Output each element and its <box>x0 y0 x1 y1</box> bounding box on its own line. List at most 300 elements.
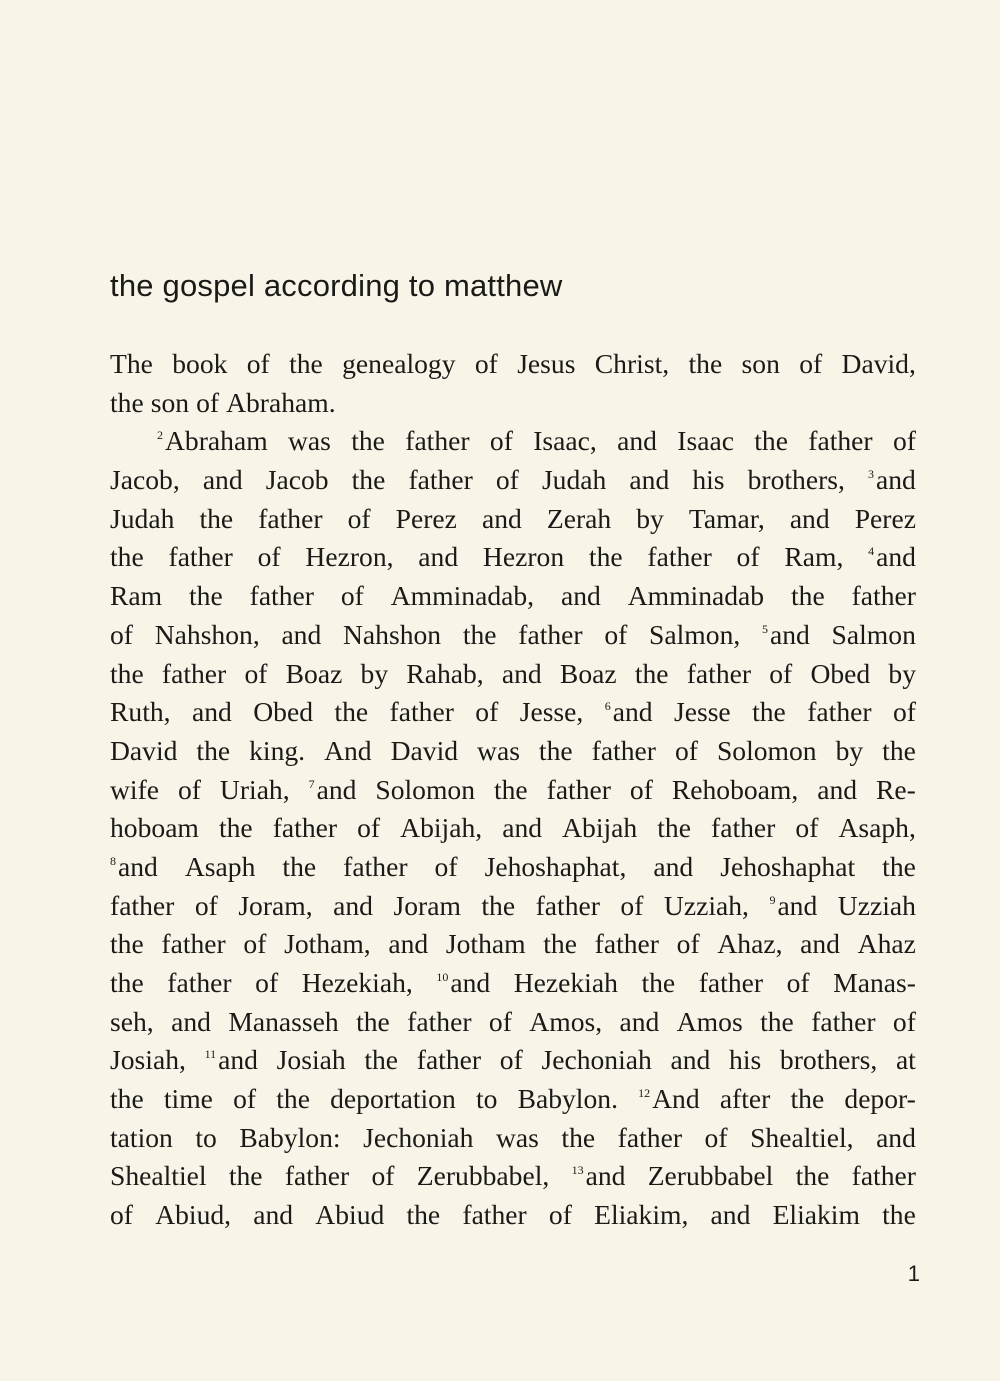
word-text: by <box>888 657 916 689</box>
scripture-text <box>110 345 916 1235</box>
word-text: the <box>481 889 516 921</box>
word <box>647 538 711 577</box>
text-line <box>110 1157 916 1196</box>
word <box>203 461 243 500</box>
word-text: to <box>195 1121 217 1153</box>
word <box>617 422 657 461</box>
word <box>171 1003 211 1042</box>
word-text: father <box>808 425 873 457</box>
word-text: David <box>110 734 178 766</box>
word <box>796 1157 830 1196</box>
word-text: Ram <box>110 580 163 612</box>
word <box>363 1119 473 1158</box>
word-text: and <box>876 464 916 496</box>
word-text: David, <box>841 348 916 379</box>
text-line <box>110 1003 916 1042</box>
word-text: Rehoboam, <box>671 773 799 805</box>
word <box>151 384 189 423</box>
text-line <box>110 461 916 500</box>
word-text: of <box>548 1199 572 1231</box>
word <box>315 1196 384 1235</box>
word-text: of <box>704 1121 728 1153</box>
word <box>357 809 380 848</box>
word-text: Ahaz, <box>717 928 783 960</box>
word-text: and <box>191 696 232 728</box>
word-text: and <box>501 657 542 689</box>
word-text: seh, <box>110 1005 154 1037</box>
word <box>630 771 653 810</box>
word-text: by <box>360 657 389 689</box>
word-text: of <box>488 1005 512 1037</box>
word <box>189 577 223 616</box>
word-text: of <box>892 696 916 728</box>
word-text: and <box>118 850 158 882</box>
word <box>273 809 337 848</box>
word <box>396 500 457 539</box>
word <box>717 732 817 771</box>
word-text: the <box>588 541 623 573</box>
word <box>250 577 314 616</box>
word <box>852 577 916 616</box>
word-text: of <box>475 696 499 728</box>
word <box>406 655 483 694</box>
word-text: by <box>636 502 664 534</box>
word <box>110 925 144 964</box>
word <box>720 1080 771 1119</box>
word-text: and <box>876 1121 916 1153</box>
word-text: Isaac, <box>533 425 597 457</box>
word <box>481 887 515 926</box>
word-text: time <box>163 1083 213 1115</box>
word-text: tation <box>110 1121 173 1153</box>
word <box>780 1041 877 1080</box>
word-text: Joram, <box>238 889 313 921</box>
word <box>657 809 691 848</box>
word-text: Uzziah, <box>663 889 749 921</box>
word-text: Judah <box>110 502 175 534</box>
word <box>238 887 312 926</box>
word <box>842 345 916 384</box>
word <box>334 693 368 732</box>
word <box>185 848 256 887</box>
word <box>674 693 731 732</box>
word-text: and <box>560 580 601 612</box>
word <box>489 1003 512 1042</box>
word-text: brothers, <box>747 464 845 496</box>
word <box>595 925 659 964</box>
word <box>595 345 669 384</box>
word-text: Jacob, <box>110 464 180 496</box>
word <box>529 1003 602 1042</box>
verse-number: 7 <box>308 776 315 791</box>
word <box>288 422 331 461</box>
word-text: deportation <box>330 1083 456 1115</box>
word-text: Zerubbabel, <box>416 1160 550 1192</box>
word <box>247 345 270 384</box>
word <box>717 925 782 964</box>
word <box>110 655 144 694</box>
word-text: father <box>686 657 752 689</box>
word <box>720 848 855 887</box>
word <box>882 848 916 887</box>
word <box>110 577 162 616</box>
word-text: Josiah, <box>110 1044 186 1076</box>
word-text: the <box>760 1005 794 1037</box>
word-text: of <box>246 348 270 379</box>
word-text: of <box>892 1005 916 1037</box>
word-text: the <box>657 812 691 844</box>
word-text: and <box>333 889 373 921</box>
word <box>592 732 656 771</box>
word-text: father <box>698 967 764 998</box>
word-text: genealogy <box>342 348 456 379</box>
word <box>155 1196 231 1235</box>
text-line <box>110 771 916 810</box>
word-text: the <box>882 850 916 882</box>
word-text: Salmon, <box>649 618 741 650</box>
word <box>276 1080 310 1119</box>
word-text: Amos, <box>529 1005 603 1037</box>
word <box>110 1003 154 1042</box>
word-text: Ruth, <box>110 696 171 728</box>
word-text: father <box>416 1044 482 1076</box>
word-text: of <box>604 618 628 650</box>
verse-number: 5 <box>761 621 768 636</box>
verse-number: 4 <box>868 544 875 559</box>
word-text: the <box>538 734 573 766</box>
word <box>155 616 260 655</box>
word <box>635 655 669 694</box>
word <box>618 1119 682 1158</box>
word-text: and <box>281 618 322 650</box>
word <box>172 345 227 384</box>
word-text: to <box>475 1083 498 1115</box>
word <box>769 655 792 694</box>
word-text: Babylon. <box>517 1083 618 1115</box>
word <box>364 1041 398 1080</box>
word-text: Jacob <box>265 464 329 496</box>
word <box>417 1157 550 1196</box>
word-text: of <box>489 425 513 457</box>
word <box>219 809 253 848</box>
word-text: of <box>629 773 653 805</box>
word <box>110 616 133 655</box>
word <box>836 732 864 771</box>
word-text: the <box>790 1083 825 1115</box>
word-text: of <box>110 1199 133 1231</box>
word-text: Jehoshaphat, <box>484 850 627 882</box>
word <box>699 964 763 1003</box>
word-text: of <box>177 773 201 805</box>
word <box>594 1196 688 1235</box>
word <box>760 1003 794 1042</box>
word-text: the <box>289 348 323 379</box>
word <box>636 500 664 539</box>
word <box>435 848 458 887</box>
verse-number: 8 <box>110 853 116 868</box>
word-text: and <box>777 889 818 921</box>
word <box>475 345 498 384</box>
word-text: of <box>194 889 218 921</box>
word-text: Jesse <box>673 696 731 728</box>
word-text: and <box>653 850 694 882</box>
word-text: at <box>895 1044 916 1076</box>
word <box>110 1157 207 1196</box>
word-text: Solomon <box>375 773 476 805</box>
word <box>161 925 225 964</box>
word <box>192 693 232 732</box>
word-text: David <box>390 734 459 766</box>
word <box>648 1157 774 1196</box>
word <box>228 1003 338 1042</box>
word-text: Perez <box>395 502 457 534</box>
word-text: Salmon <box>831 618 916 650</box>
word <box>110 384 144 423</box>
word-text: and <box>418 541 459 573</box>
word <box>253 693 313 732</box>
word <box>832 616 916 655</box>
word <box>305 538 393 577</box>
word-text: father <box>407 1005 472 1037</box>
word <box>876 771 916 810</box>
word <box>391 577 534 616</box>
word-text: Uzziah <box>837 889 916 921</box>
word-text: and <box>585 1160 626 1192</box>
word-text: and <box>789 502 830 534</box>
word <box>502 655 542 694</box>
word <box>289 345 323 384</box>
word <box>393 887 460 926</box>
word <box>769 887 817 926</box>
word-text: and <box>450 967 491 998</box>
word-text: the <box>493 773 528 805</box>
text-line <box>110 848 916 887</box>
word <box>711 1196 751 1235</box>
word-text: Manas- <box>833 967 916 998</box>
word <box>485 848 627 887</box>
word <box>253 1196 293 1235</box>
word <box>462 1196 526 1235</box>
word <box>110 964 144 1003</box>
word <box>205 1041 258 1080</box>
word-text: father <box>405 425 470 457</box>
word <box>533 422 597 461</box>
word-text: of <box>371 1160 395 1192</box>
word-text: Isaac <box>677 425 734 457</box>
word-text: and <box>316 773 357 805</box>
word-text: and <box>670 1044 711 1076</box>
word <box>868 461 916 500</box>
word-text: and <box>769 618 810 650</box>
word <box>244 655 267 694</box>
word-text: Eliakim <box>772 1199 860 1231</box>
word <box>255 964 278 1003</box>
text-line <box>110 577 916 616</box>
word-text: of <box>244 657 268 689</box>
word-text: Amminadab <box>627 580 765 612</box>
word-text: Joram <box>393 889 461 921</box>
word <box>249 732 305 771</box>
word-text: of <box>795 812 819 844</box>
text-line <box>110 345 916 384</box>
word <box>795 809 818 848</box>
word <box>164 1080 213 1119</box>
word-text: and <box>710 1199 751 1231</box>
word-text: the <box>228 1160 263 1192</box>
word-text: the <box>754 425 788 457</box>
word <box>352 461 386 500</box>
word <box>110 809 199 848</box>
word-text: father <box>110 889 175 921</box>
word <box>748 461 845 500</box>
word <box>286 655 343 694</box>
word-text: of <box>357 812 381 844</box>
word-text: father <box>167 967 232 998</box>
word-text: father <box>591 734 656 766</box>
word-text: of <box>257 541 281 573</box>
word-text: of <box>340 580 364 612</box>
word <box>351 422 385 461</box>
word-text: Abiud <box>315 1199 385 1231</box>
word-text: The <box>110 348 153 379</box>
word <box>742 345 780 384</box>
word-text: the <box>110 928 144 960</box>
text-line <box>110 1080 916 1119</box>
word-text: the <box>218 812 253 844</box>
word <box>417 1041 481 1080</box>
verse-number: 6 <box>604 699 611 714</box>
word-text: the <box>543 928 577 960</box>
word-text: of <box>110 618 133 650</box>
word <box>536 887 600 926</box>
word <box>791 1080 825 1119</box>
word-text: and <box>481 502 522 534</box>
word-text: Manasseh <box>228 1005 339 1037</box>
word <box>348 500 371 539</box>
word <box>281 616 321 655</box>
word <box>476 1080 497 1119</box>
word-text: the <box>641 967 676 998</box>
word-text: Josiah <box>276 1044 346 1076</box>
word-text: the <box>561 1121 596 1153</box>
word <box>811 1003 875 1042</box>
word <box>226 384 336 423</box>
word <box>446 925 526 964</box>
word-text: father <box>594 928 659 960</box>
word <box>477 732 520 771</box>
word-text: of <box>676 928 700 960</box>
word <box>229 1157 263 1196</box>
verse-number: 13 <box>571 1163 584 1178</box>
word-text: and <box>202 464 243 496</box>
word <box>589 538 623 577</box>
word <box>285 1157 349 1196</box>
word <box>541 1041 651 1080</box>
word <box>572 1157 626 1196</box>
text-line <box>110 422 916 461</box>
word-text: father <box>546 773 611 805</box>
text-line <box>110 925 916 964</box>
word-text: father <box>617 1121 683 1153</box>
word <box>110 461 180 500</box>
word-text: the <box>199 502 234 534</box>
word-text: Hezron <box>482 541 565 573</box>
word-text: of <box>620 889 644 921</box>
word <box>406 1196 440 1235</box>
word-text: by <box>835 734 864 766</box>
word <box>893 422 916 461</box>
word-text: father <box>535 889 600 921</box>
word-text: father <box>408 464 473 496</box>
word <box>737 538 760 577</box>
word-text: father <box>647 541 712 573</box>
word-text: Zerubbabel <box>647 1160 774 1192</box>
word <box>560 655 617 694</box>
word <box>705 1119 728 1158</box>
word <box>808 422 872 461</box>
word <box>688 345 722 384</box>
word <box>233 1080 256 1119</box>
word <box>110 771 159 810</box>
word <box>178 771 201 810</box>
word <box>561 1119 595 1158</box>
word-text: the <box>790 580 825 612</box>
word-text: the <box>276 1083 310 1115</box>
word-text: Asaph, <box>838 812 916 844</box>
word <box>110 1119 173 1158</box>
word-text: the <box>196 734 231 766</box>
word-text: Ram, <box>784 541 844 573</box>
word-text: book <box>172 348 228 379</box>
word-text: Hezron, <box>305 541 394 573</box>
word-text: father <box>258 502 323 534</box>
word-text: father <box>462 1199 527 1231</box>
word-text: Jechoniah <box>363 1121 474 1153</box>
word <box>628 577 764 616</box>
word-text: the <box>356 1005 390 1037</box>
word <box>893 693 916 732</box>
word <box>490 422 513 461</box>
word-text: of <box>499 1044 523 1076</box>
word <box>110 1080 144 1119</box>
word-text: and <box>876 541 916 573</box>
word-text: of <box>434 850 458 882</box>
word-text: Perez <box>854 502 916 534</box>
word <box>750 1119 853 1158</box>
word <box>277 1041 346 1080</box>
word <box>800 925 840 964</box>
word <box>893 1003 916 1042</box>
word <box>888 655 916 694</box>
word-text: and <box>502 812 543 844</box>
word <box>547 771 611 810</box>
word <box>330 1080 456 1119</box>
word <box>408 461 472 500</box>
word <box>517 345 575 384</box>
word-text: father <box>161 657 227 689</box>
word-text: his <box>729 1044 762 1076</box>
word <box>629 461 669 500</box>
word-text: Amos <box>676 1005 743 1037</box>
word-text: Abijah <box>562 812 638 844</box>
word-text: wife <box>110 773 160 805</box>
word-text: the <box>634 657 669 689</box>
word-text: brothers, <box>779 1044 878 1076</box>
word-text: and <box>171 1005 211 1037</box>
word-text: of <box>255 967 279 998</box>
word <box>405 422 469 461</box>
word-text: Jotham, <box>284 928 371 960</box>
